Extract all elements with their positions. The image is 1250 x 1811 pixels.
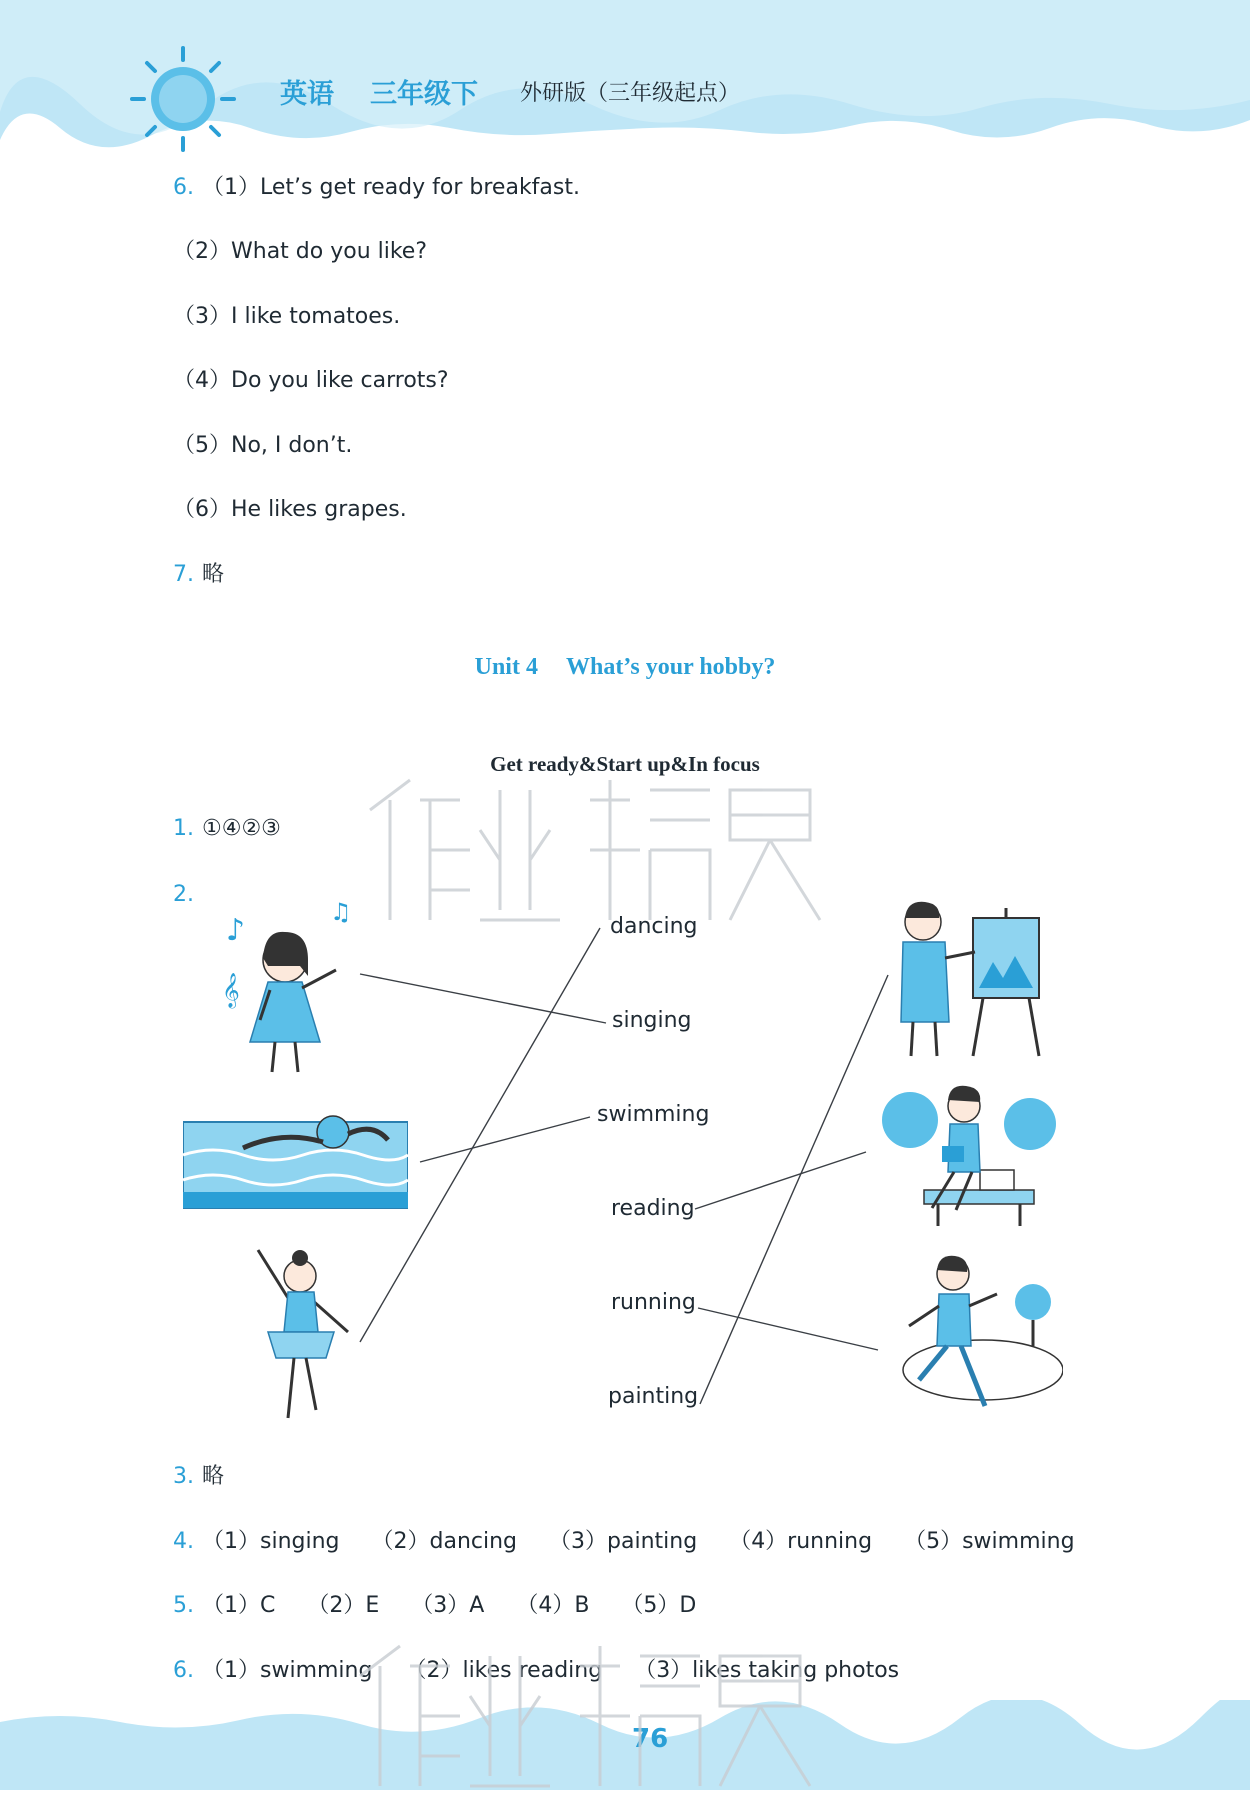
- q1-number: 1.: [173, 816, 194, 841]
- word-swimming: swimming: [597, 1102, 710, 1127]
- q5-item-4: （4）B: [516, 1593, 590, 1618]
- q6-line-3: （3）I like tomatoes.: [173, 304, 401, 329]
- q5-line: [173, 1588, 728, 1619]
- q4-item-1: （1）singing: [202, 1529, 340, 1554]
- q6-line-5: （5）No, I don’t.: [173, 433, 353, 458]
- q3-text: 略: [202, 1464, 225, 1489]
- word-dancing: dancing: [610, 914, 698, 939]
- line-reading-reader: [695, 1152, 866, 1209]
- q4-item-5: （5）swimming: [904, 1529, 1075, 1554]
- header-edition: 外研版（三年级起点）: [520, 81, 741, 106]
- q4-line: [173, 1524, 1107, 1555]
- q6b-item-3: （3）likes taking photos: [634, 1658, 900, 1683]
- word-painting: painting: [608, 1384, 699, 1409]
- q6-text-1: （1）Let’s get ready for breakfast.: [202, 175, 580, 200]
- q6b-item-2: （2）likes reading: [404, 1658, 603, 1683]
- q3-line: [173, 1459, 224, 1490]
- q5-item-3: （3）A: [411, 1593, 485, 1618]
- q6b-number: 6.: [173, 1658, 194, 1683]
- running-boy-illustration: [893, 1250, 1063, 1420]
- painting-boy-illustration: [893, 898, 1048, 1058]
- singing-girl-illustration: [220, 880, 360, 1080]
- q5-item-2: （2）E: [307, 1593, 380, 1618]
- header-subject: 英语: [280, 79, 334, 110]
- q3-number: 3.: [173, 1464, 194, 1489]
- q7-text: 略: [202, 562, 225, 587]
- q6-line-6: （6）He likes grapes.: [173, 497, 407, 522]
- word-singing: singing: [612, 1008, 692, 1033]
- svg-text:𝄞: 𝄞: [222, 973, 240, 1008]
- dancing-girl-illustration: [238, 1240, 358, 1430]
- q4-item-4: （4）running: [729, 1529, 873, 1554]
- q6-line-4: （4）Do you like carrots?: [173, 368, 449, 393]
- unit-name: What’s your hobby?: [565, 654, 776, 680]
- q4-item-2: （2）dancing: [371, 1529, 518, 1554]
- line-swimmer-swimming: [420, 1117, 590, 1162]
- q6b-item-1: （1）swimming: [202, 1658, 373, 1683]
- q4-item-3: （3）painting: [549, 1529, 698, 1554]
- section-title: Get ready&Start up&In focus: [490, 752, 760, 776]
- q5-item-1: （1）C: [202, 1593, 276, 1618]
- q4-number: 4.: [173, 1529, 194, 1554]
- q5-number: 5.: [173, 1593, 194, 1618]
- line-running-runner: [698, 1308, 878, 1350]
- q5-item-5: （5）D: [621, 1593, 697, 1618]
- q6-number: 6.: [173, 175, 194, 200]
- svg-text:♫: ♫: [330, 898, 352, 926]
- watermark-logo-bottom: [340, 1636, 820, 1796]
- word-running: running: [611, 1290, 696, 1315]
- unit-label: Unit 4: [474, 654, 538, 680]
- reading-girl-illustration: [880, 1080, 1060, 1230]
- word-reading: reading: [611, 1196, 695, 1221]
- q1-text: ①④②③: [202, 816, 281, 841]
- q6-line-2: （2）What do you like?: [173, 239, 428, 264]
- swimming-boy-illustration: [183, 1100, 408, 1210]
- watermark-logo: [350, 770, 830, 940]
- page-number: 76: [632, 1724, 669, 1754]
- svg-text:♪: ♪: [226, 913, 246, 948]
- header-grade: 三年级下: [370, 79, 478, 110]
- q7-number: 7.: [173, 562, 194, 587]
- q2-number: 2.: [173, 882, 194, 907]
- line-painting-painter: [700, 975, 888, 1404]
